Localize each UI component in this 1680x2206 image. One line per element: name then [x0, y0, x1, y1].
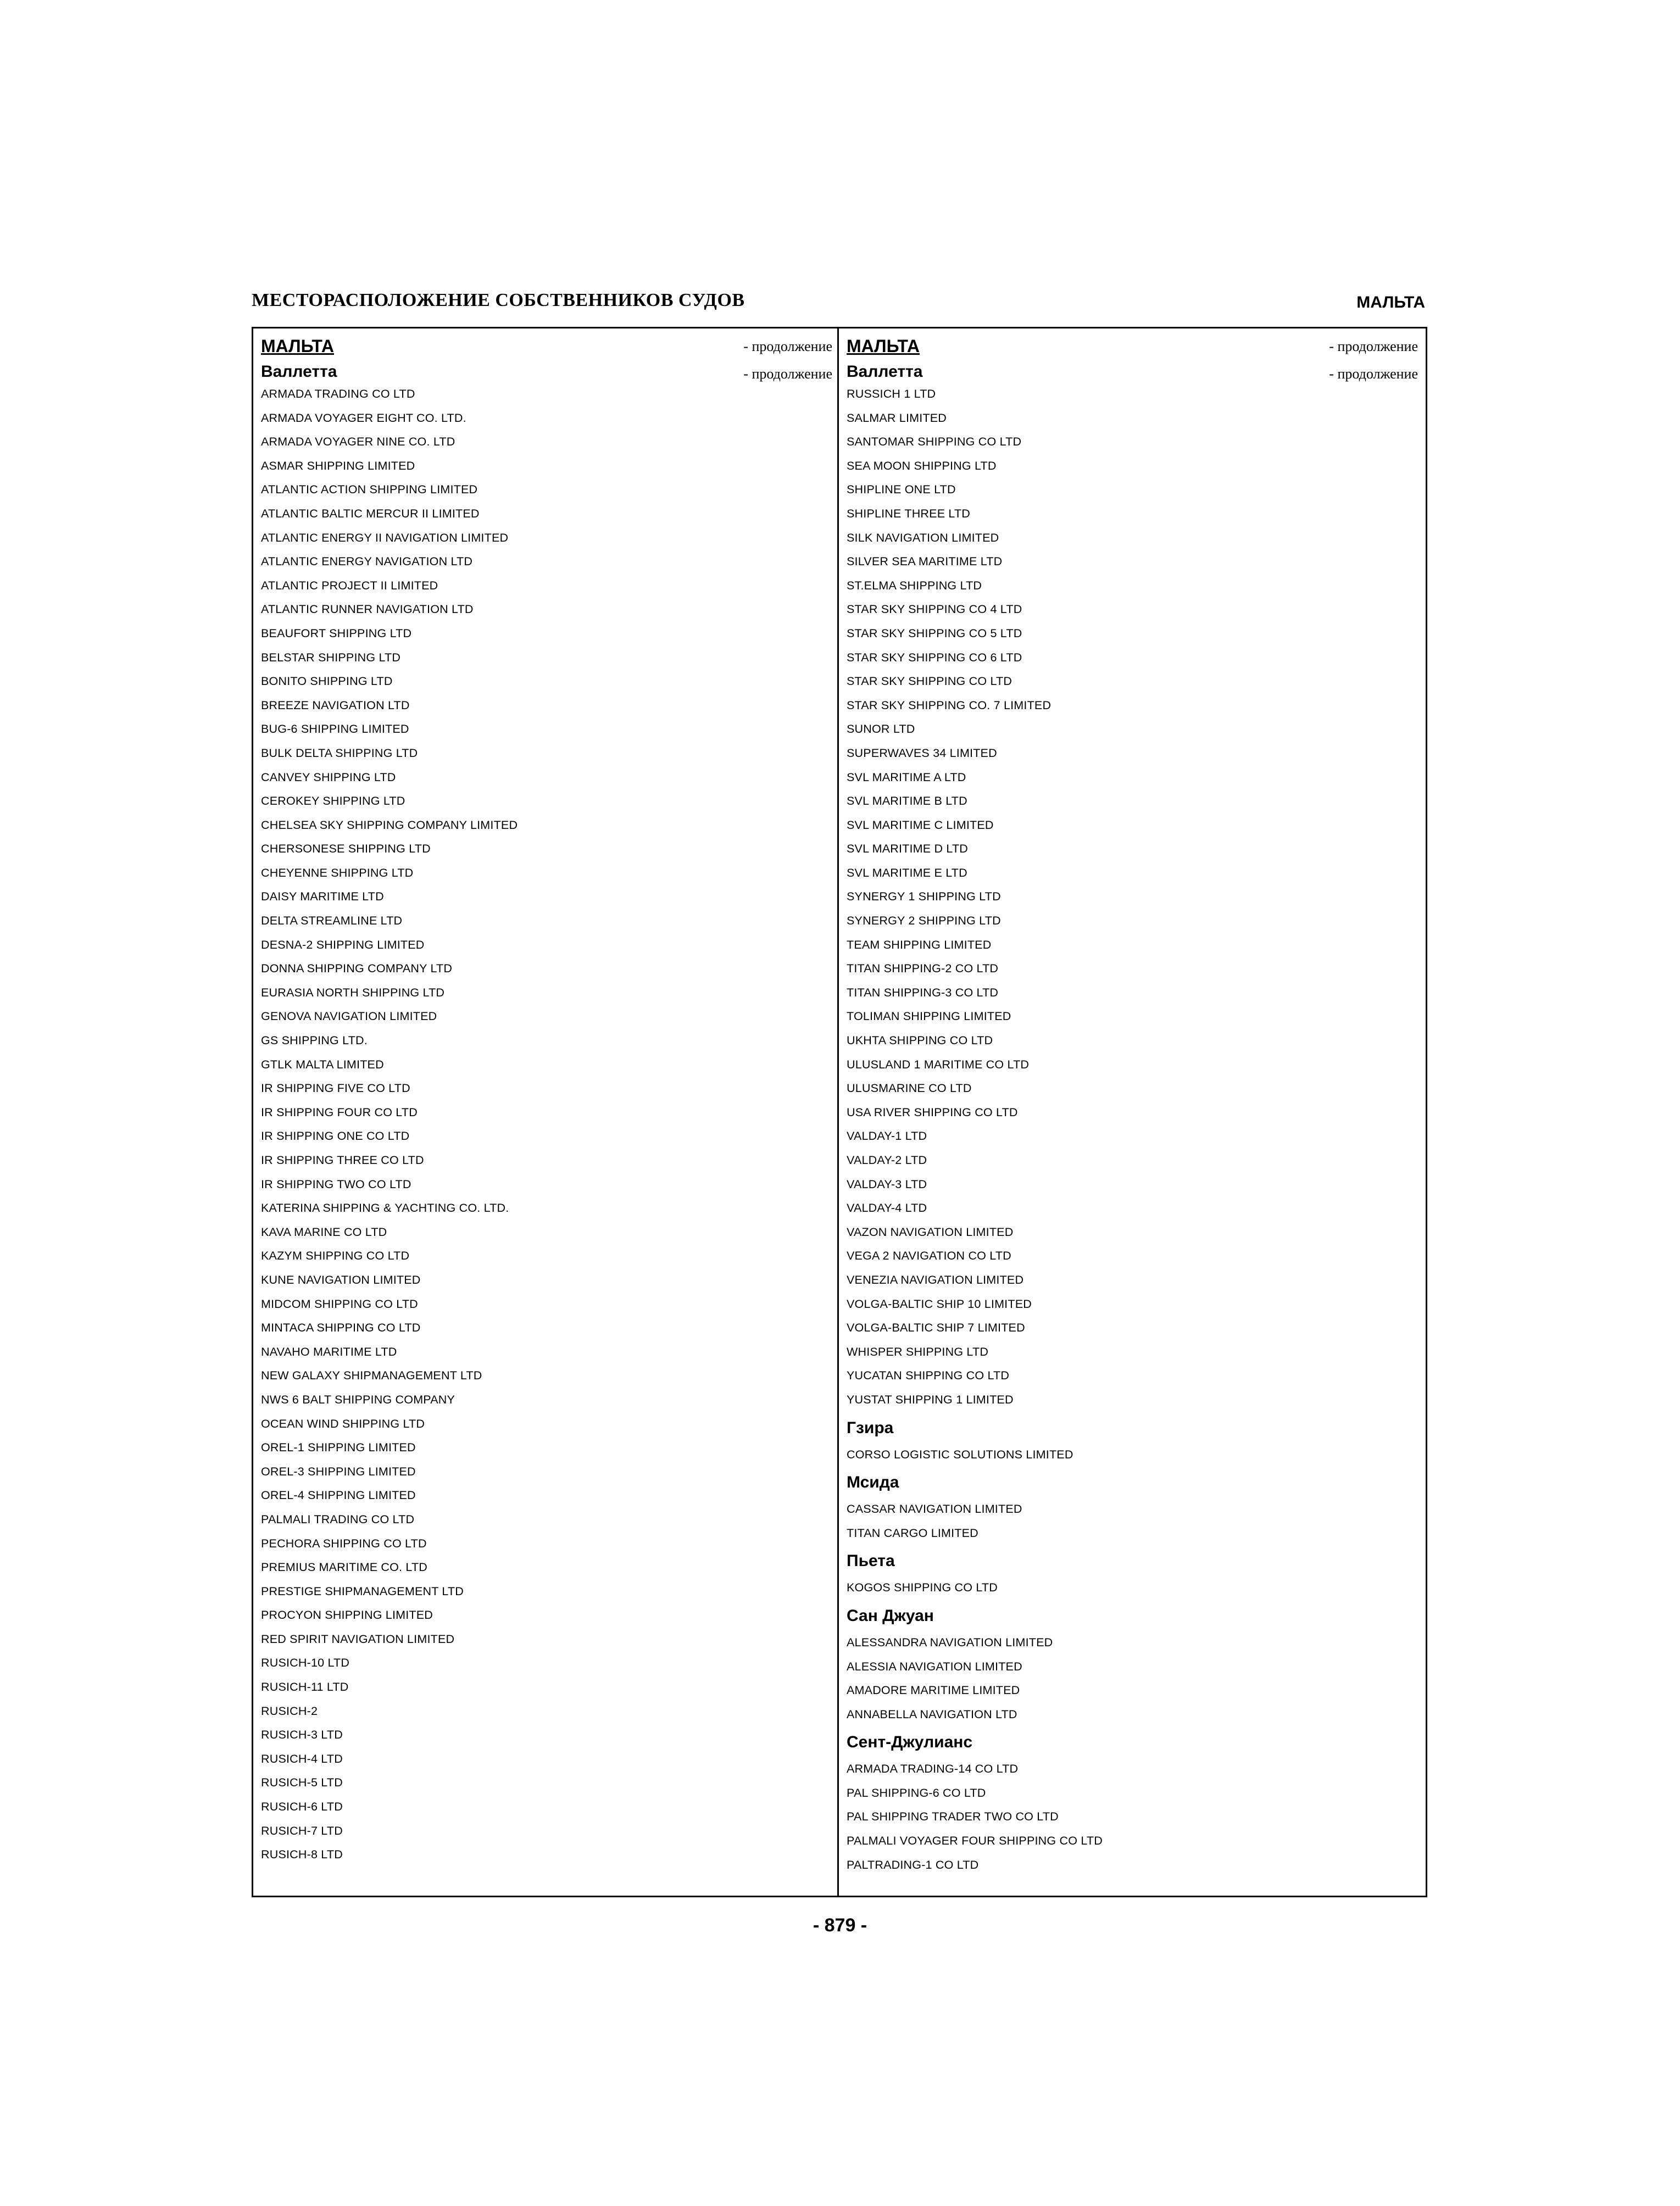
company-entry: ARMADA VOYAGER EIGHT CO. LTD.: [261, 411, 466, 425]
company-entry: PREMIUS MARITIME CO. LTD: [261, 1561, 428, 1574]
company-entry: KATERINA SHIPPING & YACHTING CO. LTD.: [261, 1201, 509, 1215]
city-heading: Валлетта: [847, 363, 923, 381]
company-entry: SVL MARITIME D LTD: [847, 842, 969, 856]
company-entry: PAL SHIPPING-6 CO LTD: [847, 1786, 986, 1800]
company-entry: DESNA-2 SHIPPING LIMITED: [261, 938, 425, 951]
company-entry: YUCATAN SHIPPING CO LTD: [847, 1369, 1010, 1383]
company-entry: CASSAR NAVIGATION LIMITED: [847, 1502, 1022, 1516]
company-list: [847, 1576, 1418, 1600]
company-entry: SYNERGY 1 SHIPPING LTD: [847, 890, 1001, 904]
company-entry: MINTACA SHIPPING CO LTD: [261, 1321, 421, 1335]
company-entry: KAZYM SHIPPING CO LTD: [261, 1249, 410, 1263]
company-entry: ARMADA TRADING CO LTD: [261, 387, 415, 400]
city-heading-row: [847, 1551, 1418, 1576]
company-entry: DELTA STREAMLINE LTD: [261, 914, 403, 928]
company-entry: ARMADA TRADING-14 CO LTD: [847, 1762, 1019, 1776]
company-entry: ATLANTIC RUNNER NAVIGATION LTD: [261, 603, 474, 616]
city-heading: Сент-Джулианс: [847, 1733, 973, 1752]
company-entry: PROCYON SHIPPING LIMITED: [261, 1608, 433, 1622]
document-title: МЕСТОРАСПОЛОЖЕНИЕ СОБСТВЕННИКОВ СУДОВ: [252, 290, 745, 310]
company-entry: WHISPER SHIPPING LTD: [847, 1345, 989, 1358]
company-entry: OREL-1 SHIPPING LIMITED: [261, 1441, 416, 1455]
company-entry: TITAN CARGO LIMITED: [847, 1526, 978, 1540]
company-entry: RUSICH-4 LTD: [261, 1752, 343, 1765]
company-entry: SEA MOON SHIPPING LTD: [847, 459, 997, 472]
company-entry: GS SHIPPING LTD.: [261, 1034, 368, 1048]
city-heading-row: [847, 361, 1418, 382]
city-heading: Сан Джуан: [847, 1606, 934, 1625]
company-entry: SHIPLINE THREE LTD: [847, 506, 971, 520]
company-entry: SVL MARITIME B LTD: [847, 794, 967, 808]
city-heading: Мсида: [847, 1473, 899, 1492]
company-entry: UKHTA SHIPPING CO LTD: [847, 1034, 993, 1048]
company-entry: SALMAR LIMITED: [847, 411, 947, 425]
column-divider: [837, 328, 839, 1896]
company-entry: SHIPLINE ONE LTD: [847, 483, 956, 497]
continuation-label: - продолжение: [743, 366, 832, 382]
company-entry: PRESTIGE SHIPMANAGEMENT LTD: [261, 1584, 464, 1598]
company-entry: KAVA MARINE CO LTD: [261, 1225, 387, 1239]
company-entry: CHERSONESE SHIPPING LTD: [261, 842, 431, 856]
company-entry: IR SHIPPING FOUR CO LTD: [261, 1105, 418, 1119]
country-heading: МАЛЬТА: [261, 336, 335, 356]
city-section: [847, 1418, 1418, 1467]
header-country: МАЛЬТА: [1356, 293, 1425, 311]
city-section: [847, 1606, 1418, 1726]
company-entry: ATLANTIC ENERGY NAVIGATION LTD: [261, 555, 473, 569]
company-list: [847, 1443, 1418, 1467]
company-entry: KUNE NAVIGATION LIMITED: [261, 1273, 421, 1286]
listing-table: [252, 327, 1427, 1897]
city-heading-row: [847, 1732, 1418, 1757]
city-heading: Пьета: [847, 1552, 895, 1570]
company-list: [847, 1757, 1418, 1877]
company-entry: SUPERWAVES 34 LIMITED: [847, 746, 997, 760]
company-entry: SILK NAVIGATION LIMITED: [847, 531, 999, 544]
page-number: - 879 -: [813, 1915, 867, 1936]
continuation-label: - продолжение: [743, 338, 832, 354]
company-entry: VALDAY-1 LTD: [847, 1129, 927, 1143]
city-section: [847, 1551, 1418, 1600]
company-entry: USA RIVER SHIPPING CO LTD: [847, 1105, 1018, 1119]
company-entry: VALDAY-4 LTD: [847, 1201, 927, 1215]
continuation-label: - продолжение: [1329, 366, 1418, 382]
company-entry: SUNOR LTD: [847, 722, 915, 736]
company-entry: ULUSLAND 1 MARITIME CO LTD: [847, 1057, 1030, 1071]
company-entry: KOGOS SHIPPING CO LTD: [847, 1581, 998, 1595]
company-entry: PALMALI TRADING CO LTD: [261, 1512, 415, 1526]
company-entry: SILVER SEA MARITIME LTD: [847, 555, 1003, 569]
company-entry: CORSO LOGISTIC SOLUTIONS LIMITED: [847, 1447, 1073, 1461]
company-entry: DONNA SHIPPING COMPANY LTD: [261, 962, 453, 976]
company-entry: AMADORE MARITIME LIMITED: [847, 1684, 1020, 1697]
city-section: [847, 1732, 1418, 1877]
company-entry: SANTOMAR SHIPPING CO LTD: [847, 435, 1022, 449]
company-entry: BELSTAR SHIPPING LTD: [261, 650, 401, 664]
company-entry: SVL MARITIME A LTD: [847, 770, 966, 784]
company-entry: RUSICH-6 LTD: [261, 1800, 343, 1814]
page-header: [252, 290, 1425, 323]
company-entry: BONITO SHIPPING LTD: [261, 675, 393, 688]
city-heading: Гзира: [847, 1418, 894, 1437]
company-entry: STAR SKY SHIPPING CO 5 LTD: [847, 626, 1022, 640]
company-entry: RUSSICH 1 LTD: [847, 387, 936, 400]
company-list: [261, 382, 832, 1867]
company-entry: CHEYENNE SHIPPING LTD: [261, 866, 414, 879]
company-entry: PALMALI VOYAGER FOUR SHIPPING CO LTD: [847, 1834, 1103, 1848]
company-list: [847, 1497, 1418, 1545]
company-entry: OREL-4 SHIPPING LIMITED: [261, 1489, 416, 1502]
company-entry: IR SHIPPING TWO CO LTD: [261, 1177, 411, 1191]
company-list: [847, 1631, 1418, 1726]
company-entry: RUSICH-8 LTD: [261, 1848, 343, 1862]
company-entry: TITAN SHIPPING-3 CO LTD: [847, 985, 999, 999]
company-entry: STAR SKY SHIPPING CO. 7 LIMITED: [847, 698, 1052, 712]
company-entry: STAR SKY SHIPPING CO LTD: [847, 675, 1013, 688]
continuation-label: - продолжение: [1329, 338, 1418, 354]
company-entry: OREL-3 SHIPPING LIMITED: [261, 1464, 416, 1478]
company-entry: NAVAHO MARITIME LTD: [261, 1345, 397, 1358]
company-entry: VALDAY-3 LTD: [847, 1177, 927, 1191]
company-entry: ASMAR SHIPPING LIMITED: [261, 459, 415, 472]
company-entry: ULUSMARINE CO LTD: [847, 1082, 972, 1095]
company-entry: BREEZE NAVIGATION LTD: [261, 698, 410, 712]
city-heading-row: [847, 1606, 1418, 1631]
country-heading-row: [847, 328, 1418, 361]
company-entry: DAISY MARITIME LTD: [261, 890, 384, 904]
company-entry: ARMADA VOYAGER NINE CO. LTD: [261, 435, 455, 449]
company-entry: BUG-6 SHIPPING LIMITED: [261, 722, 409, 736]
company-entry: RUSICH-2: [261, 1704, 318, 1718]
company-entry: PAL SHIPPING TRADER TWO CO LTD: [847, 1810, 1059, 1824]
company-entry: CHELSEA SKY SHIPPING COMPANY LIMITED: [261, 818, 518, 832]
company-entry: MIDCOM SHIPPING CO LTD: [261, 1297, 418, 1311]
other-cities: [847, 1418, 1418, 1878]
company-entry: BEAUFORT SHIPPING LTD: [261, 626, 412, 640]
city-heading: Валлетта: [261, 363, 337, 381]
company-entry: EURASIA NORTH SHIPPING LTD: [261, 985, 445, 999]
company-entry: GTLK MALTA LIMITED: [261, 1057, 384, 1071]
city-heading-row: [261, 361, 832, 382]
company-entry: TEAM SHIPPING LIMITED: [847, 938, 992, 951]
company-entry: IR SHIPPING FIVE CO LTD: [261, 1082, 410, 1095]
company-entry: TITAN SHIPPING-2 CO LTD: [847, 962, 999, 976]
company-entry: VEGA 2 NAVIGATION CO LTD: [847, 1249, 1011, 1263]
company-entry: YUSTAT SHIPPING 1 LIMITED: [847, 1392, 1014, 1406]
company-entry: TOLIMAN SHIPPING LIMITED: [847, 1010, 1011, 1023]
company-entry: CANVEY SHIPPING LTD: [261, 770, 396, 784]
company-entry: RUSICH-3 LTD: [261, 1728, 343, 1742]
company-list: [847, 382, 1418, 1412]
company-entry: ALESSIA NAVIGATION LIMITED: [847, 1659, 1022, 1673]
company-entry: SVL MARITIME E LTD: [847, 866, 967, 879]
company-entry: GENOVA NAVIGATION LIMITED: [261, 1010, 437, 1023]
company-entry: RUSICH-11 LTD: [261, 1680, 349, 1694]
company-entry: IR SHIPPING ONE CO LTD: [261, 1129, 410, 1143]
company-entry: IR SHIPPING THREE CO LTD: [261, 1154, 424, 1167]
company-entry: ANNABELLA NAVIGATION LTD: [847, 1707, 1017, 1721]
country-heading: МАЛЬТА: [847, 336, 920, 356]
company-entry: BULK DELTA SHIPPING LTD: [261, 746, 418, 760]
company-entry: CEROKEY SHIPPING LTD: [261, 794, 405, 808]
city-heading-row: [847, 1418, 1418, 1443]
city-heading-row: [847, 1472, 1418, 1497]
company-entry: RUSICH-7 LTD: [261, 1824, 343, 1837]
company-entry: STAR SKY SHIPPING CO 6 LTD: [847, 650, 1022, 664]
company-entry: NEW GALAXY SHIPMANAGEMENT LTD: [261, 1369, 482, 1383]
country-heading-row: [261, 328, 832, 361]
company-entry: OCEAN WIND SHIPPING LTD: [261, 1417, 425, 1430]
company-entry: ATLANTIC ENERGY II NAVIGATION LIMITED: [261, 531, 509, 544]
company-entry: ST.ELMA SHIPPING LTD: [847, 578, 982, 592]
company-entry: ALESSANDRA NAVIGATION LIMITED: [847, 1635, 1053, 1649]
company-entry: SYNERGY 2 SHIPPING LTD: [847, 914, 1001, 928]
company-entry: VOLGA-BALTIC SHIP 7 LIMITED: [847, 1321, 1025, 1335]
company-entry: RUSICH-5 LTD: [261, 1776, 343, 1790]
company-entry: PECHORA SHIPPING CO LTD: [261, 1536, 427, 1550]
company-entry: STAR SKY SHIPPING CO 4 LTD: [847, 603, 1022, 616]
company-entry: VAZON NAVIGATION LIMITED: [847, 1225, 1014, 1239]
company-entry: NWS 6 BALT SHIPPING COMPANY: [261, 1392, 455, 1406]
company-entry: VALDAY-2 LTD: [847, 1154, 927, 1167]
company-entry: ATLANTIC BALTIC MERCUR II LIMITED: [261, 506, 480, 520]
company-entry: SVL MARITIME C LIMITED: [847, 818, 994, 832]
city-section: [847, 1472, 1418, 1545]
company-entry: RED SPIRIT NAVIGATION LIMITED: [261, 1632, 455, 1646]
right-column: [847, 328, 1418, 1877]
company-entry: ATLANTIC PROJECT II LIMITED: [261, 578, 438, 592]
left-column: [261, 328, 832, 1867]
company-entry: VOLGA-BALTIC SHIP 10 LIMITED: [847, 1297, 1032, 1311]
company-entry: RUSICH-10 LTD: [261, 1656, 350, 1670]
company-entry: PALTRADING-1 CO LTD: [847, 1858, 979, 1871]
company-entry: ATLANTIC ACTION SHIPPING LIMITED: [261, 483, 478, 497]
company-entry: VENEZIA NAVIGATION LIMITED: [847, 1273, 1024, 1286]
